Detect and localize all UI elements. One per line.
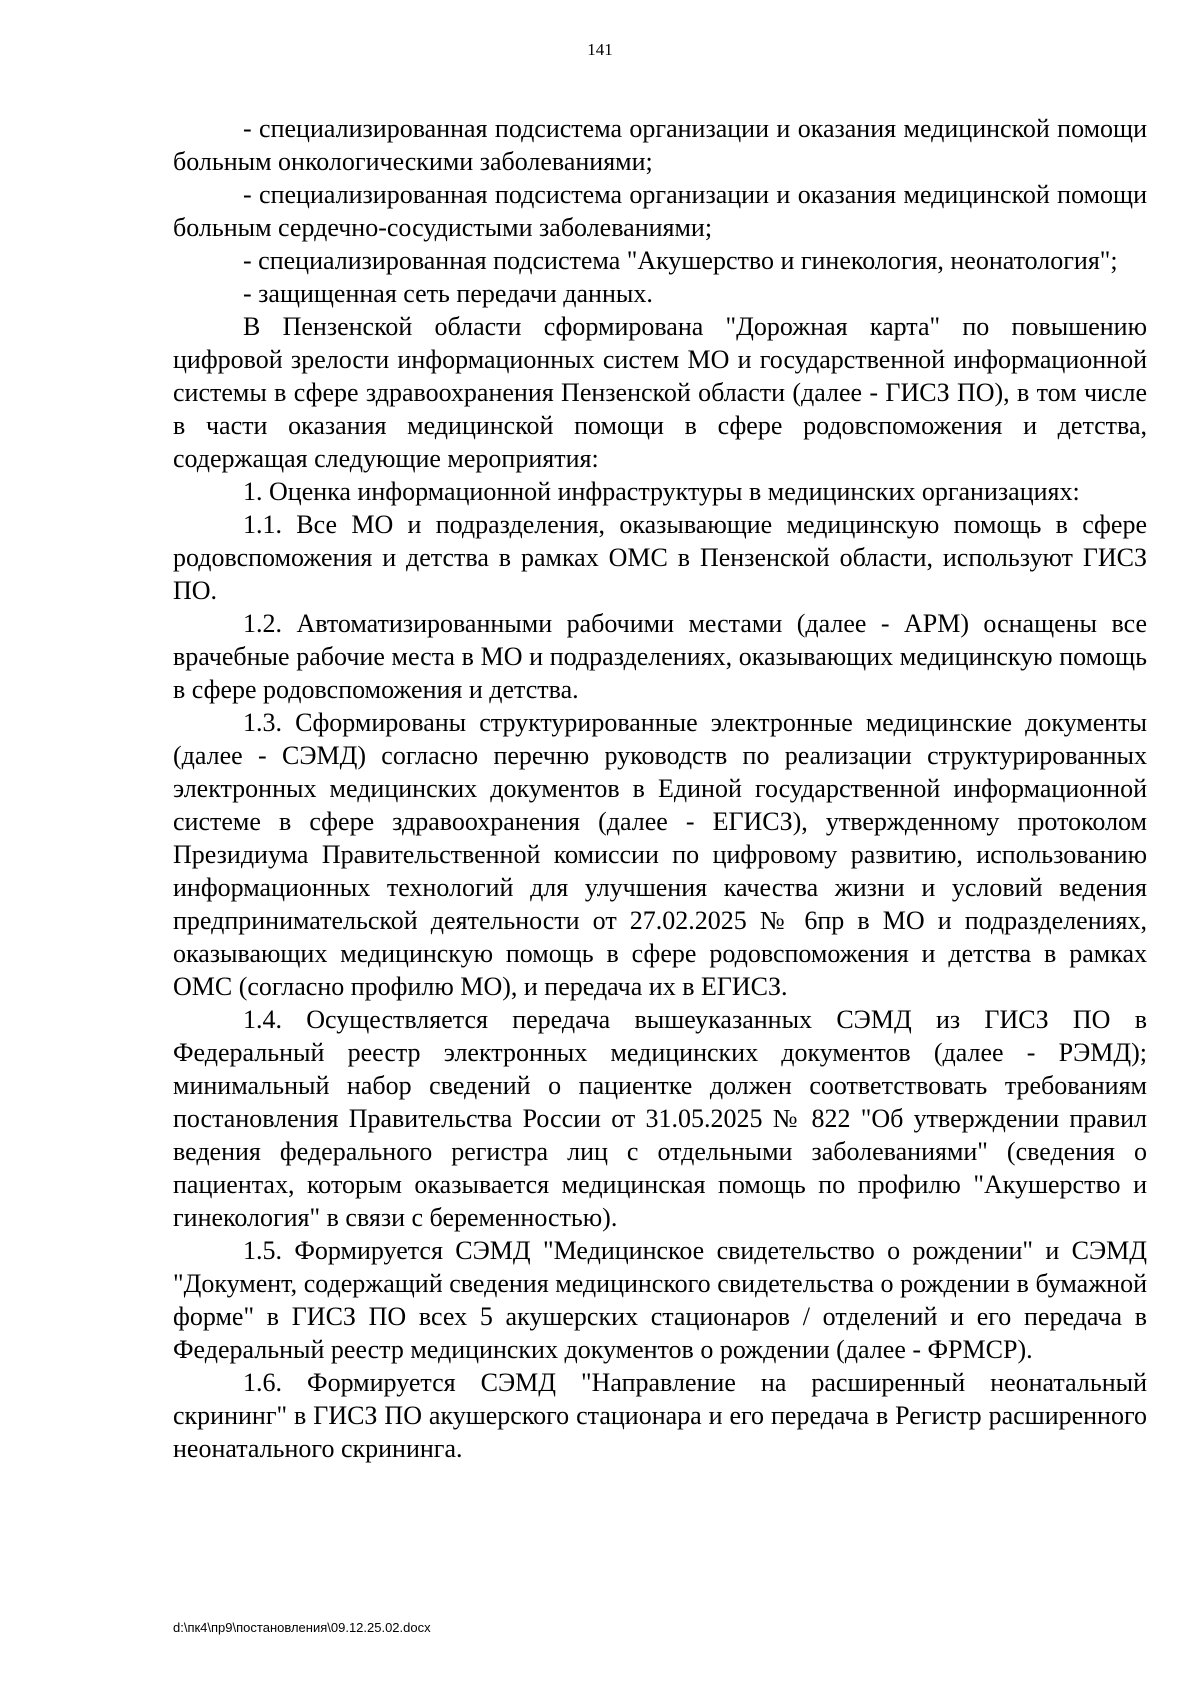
clause-1-5: 1.5. Формируется СЭМД "Медицинское свидетельство о рождении" и СЭМД "Документ, содержащий сведения медицинского свидетельства о рождении в бумажной форме" в ГИСЗ ПО всех 5 акушерских стационаров / отделений и его передача в Федеральный реестр медицинских документов о рождении (далее - ФРМСР).	[173, 1236, 1147, 1364]
list-item-oncology: - специализированная подсистема организации и оказания медицинской помощи больным онкологическими заболеваниями;	[173, 114, 1147, 176]
clause-1-1: 1.1. Все МО и подразделения, оказывающие медицинскую помощь в сфере родовспоможения и детства в рамках ОМС в Пензенской области, используют ГИСЗ ПО.	[173, 510, 1147, 605]
list-item-cardio: - специализированная подсистема организации и оказания медицинской помощи больным сердечно-сосудистыми заболеваниями;	[173, 180, 1147, 242]
clause-1-4: 1.4. Осуществляется передача вышеуказанных СЭМД из ГИСЗ ПО в Федеральный реестр электронных медицинских документов (далее - РЭМД); минимальный набор сведений о пациентке должен соответствовать требованиям постановления Правительства России от 31.05.2025 № 822 "Об утверждении правил ведения федерального регистра лиц с отдельными заболеваниями" (сведения о пациентах, которым оказывается медицинская помощь по профилю "Акушерство и гинекология" в связи с беременностью).	[173, 1005, 1147, 1232]
clause-1-3: 1.3. Сформированы структурированные электронные медицинские документы (далее - СЭМД) согласно перечню руководств по реализации структурированных электронных медицинских документов в Единой государственной информационной системе в сфере здравоохранения (далее - ЕГИСЗ), утвержденному протоколом Президиума Правительственной комиссии по цифровому развитию, использованию информационных технологий для улучшения качества жизни и условий ведения предпринимательской деятельности от 27.02.2025 № 6пр в МО и подразделениях, оказывающих медицинскую помощь в сфере родовспоможения и детства в рамках ОМС (согласно профилю МО), и передача их в ЕГИСЗ.	[173, 708, 1147, 1001]
clause-1-2: 1.2. Автоматизированными рабочими местами (далее - АРМ) оснащены все врачебные рабочие места в МО и подразделениях, оказывающих медицинскую помощь в сфере родовспоможения и детства.	[173, 609, 1147, 704]
list-item-secure-network: - защищенная сеть передачи данных.	[243, 279, 653, 308]
footer-file-path: d:\пк4\пр9\постановления\09.12.25.02.docx	[173, 1620, 431, 1635]
page-number: 141	[587, 40, 613, 59]
document-body	[173, 112, 1147, 1465]
paragraph-roadmap: В Пензенской области сформирована "Дорожная карта" по повышению цифровой зрелости информационных систем МО и государственной информационной системы в сфере здравоохранения Пензенской области (далее - ГИСЗ ПО), в том числе в части оказания медицинской помощи в сфере родовспоможения и детства, содержащая следующие мероприятия:	[173, 312, 1147, 473]
section-heading-1: 1. Оценка информационной инфраструктуры в медицинских организациях:	[243, 477, 1080, 506]
clause-1-6: 1.6. Формируется СЭМД "Направление на расширенный неонатальный скрининг" в ГИСЗ ПО акушерского стационара и его передача в Регистр расширенного неонатального скрининга.	[173, 1368, 1147, 1463]
list-item-obstetrics: - специализированная подсистема "Акушерство и гинекология, неонатология";	[243, 246, 1118, 275]
